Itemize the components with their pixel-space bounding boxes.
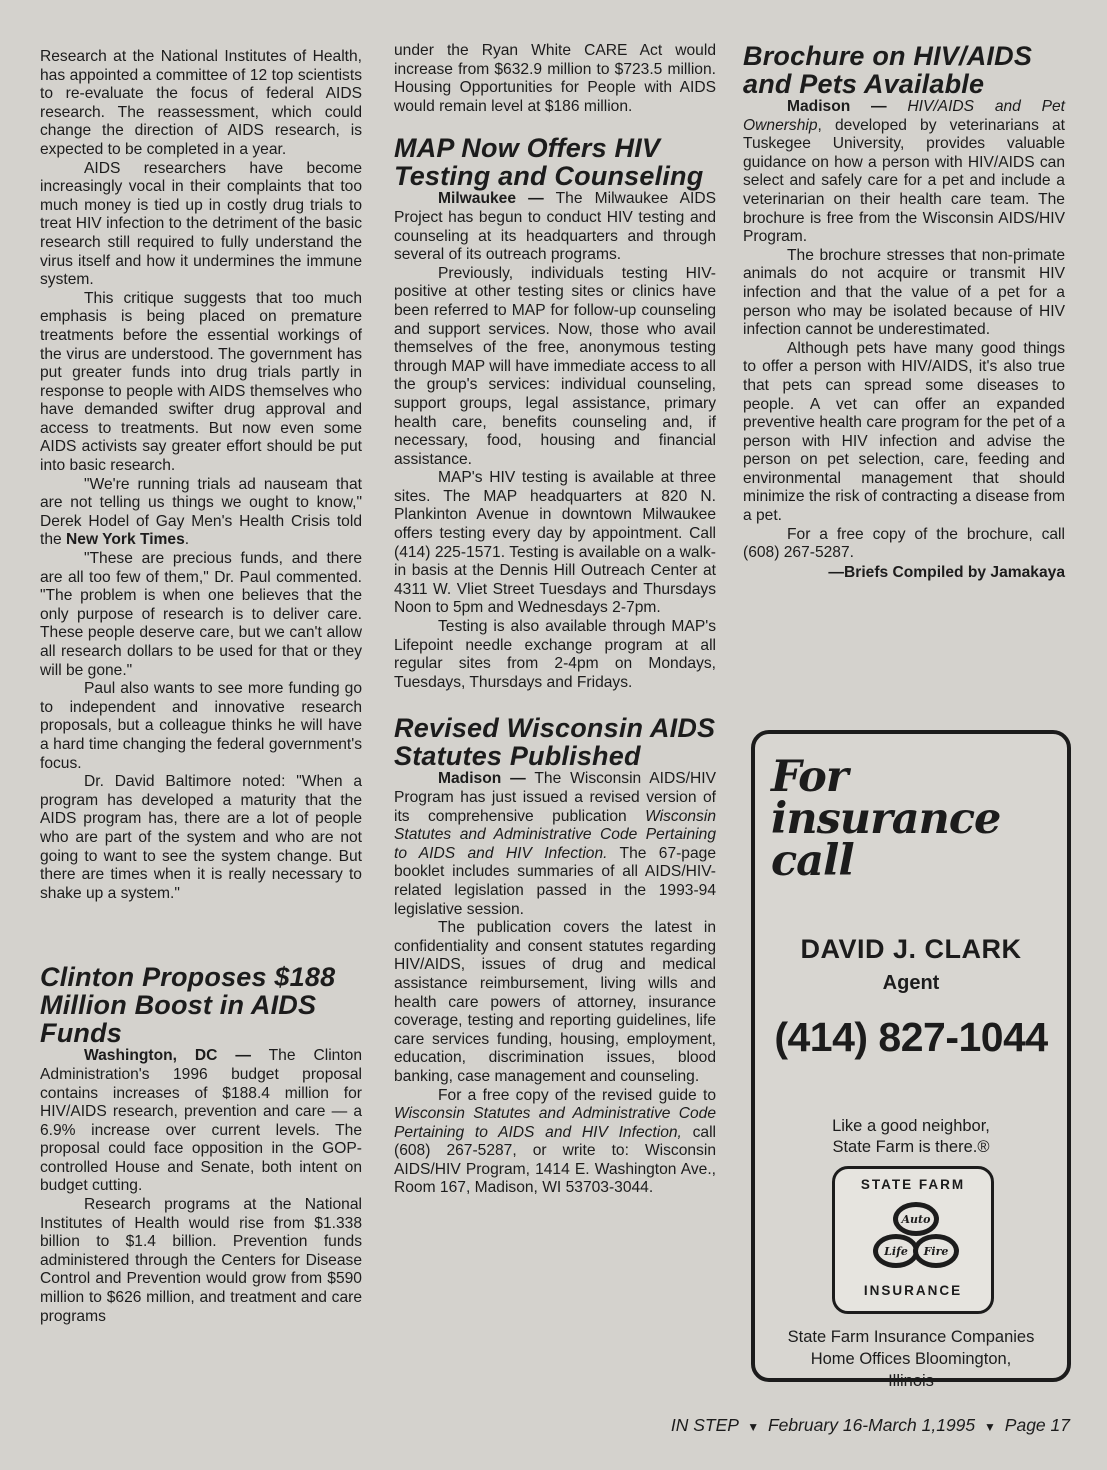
- statutes-headline: Revised Wisconsin AIDS Statutes Published: [394, 713, 716, 772]
- company-info: [755, 1326, 1067, 1392]
- company-line: Home Offices Bloomington,: [810, 1350, 1012, 1368]
- agent-name: DAVID J. CLARK: [800, 934, 1022, 964]
- slogan-line: State Farm is there.®: [832, 1138, 990, 1156]
- paragraph: Research programs at the National Institutes of Health would rise from $1.338 billion to $1.4 billion. Prevention funds administered through the Centers for Disease Control and Prevention would grow from $590 million to $626 million, and treatment and care programs: [40, 1196, 362, 1325]
- map-headline: MAP Now Offers HIV Testing and Counseling: [394, 133, 704, 192]
- text: The Milwaukee AIDS Project has begun to conduct HIV testing and counseling at its headquarters and through several of its outreach programs.: [394, 190, 716, 264]
- ad-headline-line: insurance: [771, 794, 1001, 844]
- brochure-headline: Brochure on HIV/AIDS and Pets Available: [743, 41, 1033, 99]
- paragraph: Dr. David Baltimore noted: "When a program has developed a maturity that the AIDS program has, there are a lot of people who are part of the system and who are not going to want to see the system change. But there are times when it is really necessary to shake up a system.": [40, 773, 362, 902]
- column-1: [40, 48, 362, 1326]
- page-footer: [640, 1415, 1070, 1436]
- paragraph: under the Ryan White CARE Act would increase from $632.9 million to $723.5 million. Housing Opportunities for People with AIDS would remain level at $186 million.: [394, 42, 716, 115]
- publication-title: Wisconsin Statutes and Administrative Code Pertaining to AIDS and HIV Infection,: [394, 1105, 716, 1141]
- paragraph: [394, 770, 716, 919]
- paragraph: Although pets have many good things to offer a person with HIV/AIDS, it's also true that pets can spread some diseases to people. A vet can offer an expanded preventive health care program for the pet of a person with HIV infection and advise the person on pet selection, care, feeding and environmental management that should minimize the risk of contracting a disease from a pet.: [743, 339, 1065, 525]
- publication-name: IN STEP: [670, 1415, 739, 1435]
- triangle-icon: ▼: [984, 1420, 996, 1434]
- text: The 67-page booklet includes summaries of all AIDS/HIV-related legislation passed in the 1993-94 legislative session.: [394, 844, 717, 918]
- paragraph: This critique suggests that too much emphasis is being placed on premature treatments before the essential workings of the virus are understood. The government has put greater funds into drug trials partly in response to people with AIDS themselves who have demanded swifter drug approval and access to treatments. But now even some AIDS activists say greater effort should be put into basic research.: [40, 289, 362, 475]
- agent-role: Agent: [882, 972, 940, 994]
- clinton-headline: Clinton Proposes $188 Million Boost in AIDS Funds: [40, 962, 336, 1049]
- text: For a free copy of the revised guide to: [438, 1086, 716, 1104]
- logo-top-text: STATE FARM: [860, 1177, 966, 1192]
- triangle-icon: ▼: [747, 1420, 760, 1434]
- logo-life-text: Life: [884, 1245, 908, 1258]
- dateline: Madison —: [787, 98, 887, 115]
- paragraph: Research at the National Institutes of Health, has appointed a committee of 12 top scientists to re-evaluate the focus of federal AIDS research. The reassessment, which could change the direction of AIDS research, is expected to be completed in a year.: [40, 48, 362, 158]
- text: call (608) 267-5287, or write to: Wisconsin AIDS/HIV Program, 1414 E. Washington Ave., Room 167, Madison, WI 53703-3044.: [394, 1123, 716, 1197]
- logo-bottom-text: INSURANCE: [863, 1283, 963, 1298]
- paragraph: AIDS researchers have become increasingly vocal in their complaints that too much money is tied up in costly drug trials to treat HIV infection to the detriment of the basic research still required to fully understand the virus itself and how it undermines the immune system.: [40, 159, 362, 289]
- column-2: [394, 42, 716, 1198]
- paragraph: [394, 190, 716, 264]
- text: .: [184, 531, 190, 549]
- publication-title: HIV/AIDS and Pet Ownership: [743, 98, 1066, 134]
- logo-fire-text: Fire: [923, 1245, 949, 1258]
- slogan-line: Like a good neighbor,: [832, 1117, 990, 1135]
- page-number: Page 17: [1004, 1415, 1070, 1435]
- paragraph: [40, 476, 362, 550]
- paragraph: Paul also wants to see more funding go to independent and innovative research proposals, but a colleague thinks he will have a hard time changing the federal government's focus.: [40, 680, 362, 772]
- dateline: Washington, DC —: [84, 1047, 251, 1065]
- slogan: [755, 1116, 1067, 1158]
- issue-date: February 16-March 1,1995: [767, 1415, 976, 1435]
- ad-headline-line: For: [771, 752, 848, 802]
- text: The Clinton Administration's 1996 budget proposal contains increases of $188.4 million for HIV/AIDS research, prevention and care — a 6.9% increase over current levels. The proposal could face opposition in the GOP-controlled House and Senate, both intent on budget cutting.: [40, 1047, 363, 1195]
- agent-phone: (414) 827-1044: [774, 1014, 1048, 1060]
- paragraph: MAP's HIV testing is available at three sites. The MAP headquarters at 820 N. Plankinton Avenue in downtown Milwaukee offers testing every day by appointment. Call (414) 225-1571. Testing is available on a walk-in basis at the Dennis Hill Outreach Center at 4311 W. Vliet Street Tuesdays and Thursdays Noon to 5pm and Wednesdays 2-7pm.: [394, 469, 716, 617]
- quote-text: "We're running trials ad nauseam that are not telling us things we ought to know," Derek Hodel of Gay Men's Health Crisis told the: [40, 475, 362, 549]
- three-ovals-icon: [866, 1197, 966, 1281]
- company-line: State Farm Insurance Companies: [787, 1328, 1035, 1346]
- text: The Wisconsin AIDS/HIV Program has just issued a revised version of its comprehensive publication: [394, 770, 716, 825]
- dateline: Milwaukee —: [438, 190, 544, 208]
- paragraph: [394, 1087, 716, 1199]
- ad-headline: [771, 752, 1061, 886]
- company-line: Illinois: [888, 1372, 934, 1390]
- logo-auto-text: Auto: [901, 1213, 931, 1226]
- paragraph: For a free copy of the brochure, call (608) 267-5287.: [743, 525, 1065, 562]
- insurance-ad: [751, 730, 1071, 1390]
- paragraph: Previously, individuals testing HIV-positive at other testing sites or clinics have been referred to MAP for follow-up counseling and support services. Now, those who avail themselves of the free, anonymous testing through MAP will have immediate access to all the group's services: individual counseling, support groups, legal assistance, primary health care, benefits counseling and, if necessary, food, housing and financial assistance.: [394, 264, 716, 468]
- publication-name: New York Times: [66, 531, 185, 549]
- paragraph: The brochure stresses that non-primate animals do not acquire or transmit HIV infection and that the value of a pet for a person who may be isolated because of HIV infection cannot be underestimated.: [743, 246, 1065, 339]
- dateline: Madison —: [438, 770, 526, 788]
- signature: —Briefs Compiled by Jamakaya: [828, 563, 1065, 581]
- paragraph: "These are precious funds, and there are all too few of them," Dr. Paul commented. "The problem is when one believes that the only purpose of research is to deliver care. These people deserve care, but we can't allow all research dollars to be used for that or they will be gone.": [40, 550, 362, 679]
- publication-title: Wisconsin Statutes and Administrative Code Pertaining to AIDS and HIV Infection.: [394, 807, 716, 862]
- ad-headline-line: call: [771, 836, 854, 886]
- paragraph: Testing is also available through MAP's Lifepoint needle exchange program at all regular sites from 2-4pm on Mondays, Tuesdays, Thursdays and Fridays.: [394, 618, 716, 691]
- paragraph: [743, 98, 1065, 247]
- text: , developed by veterinarians at Tuskegee University, provides valuable guidance on how a person with HIV/AIDS can select and safely care for a pet and include a veterinarian on their health care team. The brochure is free from the Wisconsin AIDS/HIV Program.: [743, 116, 1065, 246]
- paragraph: The publication covers the latest in confidentiality and consent statutes regarding HIV/AIDS, issues of drug and medical assistance reimbursement, living wills and health care powers of attorney, insurance coverage, testing and reporting guidelines, life care services funding, housing, employment, education, discrimination issues, blood banking, case management and counseling.: [394, 919, 716, 1085]
- paragraph: [40, 1047, 362, 1196]
- column-3: [743, 42, 1065, 582]
- state-farm-logo: [832, 1166, 994, 1314]
